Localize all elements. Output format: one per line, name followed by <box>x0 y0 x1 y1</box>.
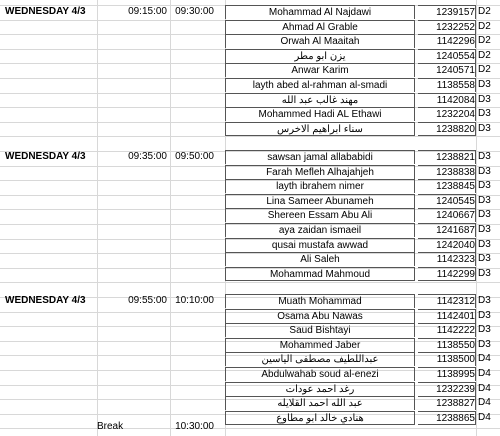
student-id: 1138995 <box>418 367 476 381</box>
room-code: D3 <box>478 253 491 265</box>
schedule-row <box>0 208 500 222</box>
schedule-row <box>0 396 500 410</box>
schedule-row <box>0 194 500 208</box>
break-time: 10:30:00 <box>175 421 214 432</box>
student-name: هنادي خالد ابو مطاوع <box>225 411 415 425</box>
student-id: 1138500 <box>418 352 476 366</box>
room-code: D4 <box>478 353 491 365</box>
room-code: D3 <box>478 324 491 336</box>
schedule-row <box>0 309 500 323</box>
student-id: 1240667 <box>418 208 476 222</box>
student-id: 1242040 <box>418 238 476 252</box>
schedule-row <box>0 294 500 308</box>
student-id: 1142222 <box>418 323 476 337</box>
schedule-row <box>0 165 500 179</box>
break-row <box>0 420 500 434</box>
room-code: D3 <box>478 295 491 306</box>
student-id: 1238827 <box>418 396 476 410</box>
room-code: D3 <box>478 108 491 120</box>
student-id: 1138558 <box>418 78 476 92</box>
room-code: D3 <box>478 165 491 177</box>
student-id: 1241687 <box>418 223 476 237</box>
student-name: عبداللطيف مصطفى الياسين <box>225 352 415 366</box>
student-id: 1238845 <box>418 179 476 193</box>
student-name: Saud Bishtayi <box>225 323 415 337</box>
student-id: 1142312 <box>418 294 476 308</box>
room-code: D4 <box>478 397 491 409</box>
student-name: سناء ابراهيم الاخرس <box>225 122 415 136</box>
schedule-row <box>0 107 500 121</box>
room-code: D2 <box>478 64 491 76</box>
student-id: 1238821 <box>418 150 476 164</box>
session-day: WEDNESDAY 4/3 <box>5 6 86 17</box>
session-end-time: 09:30:00 <box>175 6 214 17</box>
session-day: WEDNESDAY 4/3 <box>5 151 86 162</box>
student-name: qusai mustafa awwad <box>225 238 415 252</box>
session-start-time: 09:15:00 <box>128 6 167 17</box>
schedule-row <box>0 122 500 136</box>
schedule-row <box>0 252 500 266</box>
schedule-row <box>0 78 500 92</box>
schedule-row <box>0 238 500 252</box>
student-id: 1142299 <box>418 267 476 281</box>
room-code: D2 <box>478 49 491 61</box>
room-code: D3 <box>478 79 491 90</box>
student-name: Shereen Essam Abu Ali <box>225 208 415 222</box>
student-id: 1232252 <box>418 20 476 34</box>
student-name: Mohammed Jaber <box>225 338 415 352</box>
student-name: aya zaidan ismaeil <box>225 223 415 237</box>
student-id: 1239157 <box>418 5 476 19</box>
schedule-row <box>0 352 500 366</box>
schedule-row <box>0 5 500 19</box>
student-name: يزن ابو مطر <box>225 49 415 63</box>
room-code: D4 <box>478 411 491 423</box>
session-end-time: 09:50:00 <box>175 151 214 162</box>
room-code: D4 <box>478 382 491 394</box>
student-name: مهند غالب عبد الله <box>225 93 415 107</box>
student-id: 1138550 <box>418 338 476 352</box>
room-code: D4 <box>478 368 491 379</box>
room-code: D3 <box>478 338 491 350</box>
room-code: D3 <box>478 180 491 192</box>
student-name: Orwah Al Maaitah <box>225 34 415 48</box>
schedule-row <box>0 179 500 193</box>
student-id: 1142401 <box>418 309 476 323</box>
session-start-time: 09:35:00 <box>128 151 167 162</box>
room-code: D3 <box>478 151 491 162</box>
grid-line <box>0 136 500 137</box>
room-code: D3 <box>478 194 491 206</box>
schedule-row <box>0 49 500 63</box>
student-id: 1238865 <box>418 411 476 425</box>
session-day: WEDNESDAY 4/3 <box>5 295 86 306</box>
student-id: 1238820 <box>418 122 476 136</box>
room-code: D2 <box>478 35 491 47</box>
student-name: Mohammad Mahmoud <box>225 267 415 281</box>
schedule-row <box>0 63 500 77</box>
student-name: Farah Mefleh Alhajahjeh <box>225 165 415 179</box>
student-id: 1238838 <box>418 165 476 179</box>
room-code: D3 <box>478 122 491 134</box>
room-code: D3 <box>478 224 491 235</box>
room-code: D3 <box>478 93 491 105</box>
student-name: Ali Saleh <box>225 252 415 266</box>
session-start-time: 09:55:00 <box>128 295 167 306</box>
schedule-row <box>0 93 500 107</box>
student-name: sawsan jamal allababidi <box>225 150 415 164</box>
student-id: 1232204 <box>418 107 476 121</box>
room-code: D3 <box>478 209 491 221</box>
schedule-row <box>0 223 500 237</box>
schedule-row <box>0 20 500 34</box>
room-code: D3 <box>478 309 491 321</box>
student-name: عبد الله احمد القلايله <box>225 396 415 410</box>
student-name: Anwar Karim <box>225 63 415 77</box>
student-name: Ahmad Al Grable <box>225 20 415 34</box>
student-name: Osama Abu Nawas <box>225 309 415 323</box>
room-code: D3 <box>478 267 491 279</box>
grid-line <box>0 282 500 283</box>
student-id: 1142084 <box>418 93 476 107</box>
student-id: 1240571 <box>418 63 476 77</box>
room-code: D2 <box>478 6 491 17</box>
schedule-row <box>0 323 500 337</box>
schedule-row <box>0 34 500 48</box>
schedule-row <box>0 367 500 381</box>
student-id: 1232239 <box>418 382 476 396</box>
student-id: 1240554 <box>418 49 476 63</box>
student-name: Lina Sameer Abunameh <box>225 194 415 208</box>
student-id: 1142323 <box>418 252 476 266</box>
student-name: layth abed al-rahman al-smadi <box>225 78 415 92</box>
schedule-row <box>0 338 500 352</box>
schedule-row <box>0 382 500 396</box>
student-name: Abdulwahab soud al-enezi <box>225 367 415 381</box>
student-name: layth ibrahem nimer <box>225 179 415 193</box>
session-end-time: 10:10:00 <box>175 295 214 306</box>
room-code: D2 <box>478 20 491 32</box>
student-id: 1142296 <box>418 34 476 48</box>
student-id: 1240545 <box>418 194 476 208</box>
break-label: Break <box>97 421 124 432</box>
room-code: D3 <box>478 238 491 250</box>
student-name: Muath Mohammad <box>225 294 415 308</box>
student-name: Mohammad Al Najdawi <box>225 5 415 19</box>
student-name: Mohammed Hadi AL Ethawi <box>225 107 415 121</box>
student-name: رغد احمد عودات <box>225 382 415 396</box>
schedule-row <box>0 150 500 164</box>
schedule-row <box>0 267 500 281</box>
